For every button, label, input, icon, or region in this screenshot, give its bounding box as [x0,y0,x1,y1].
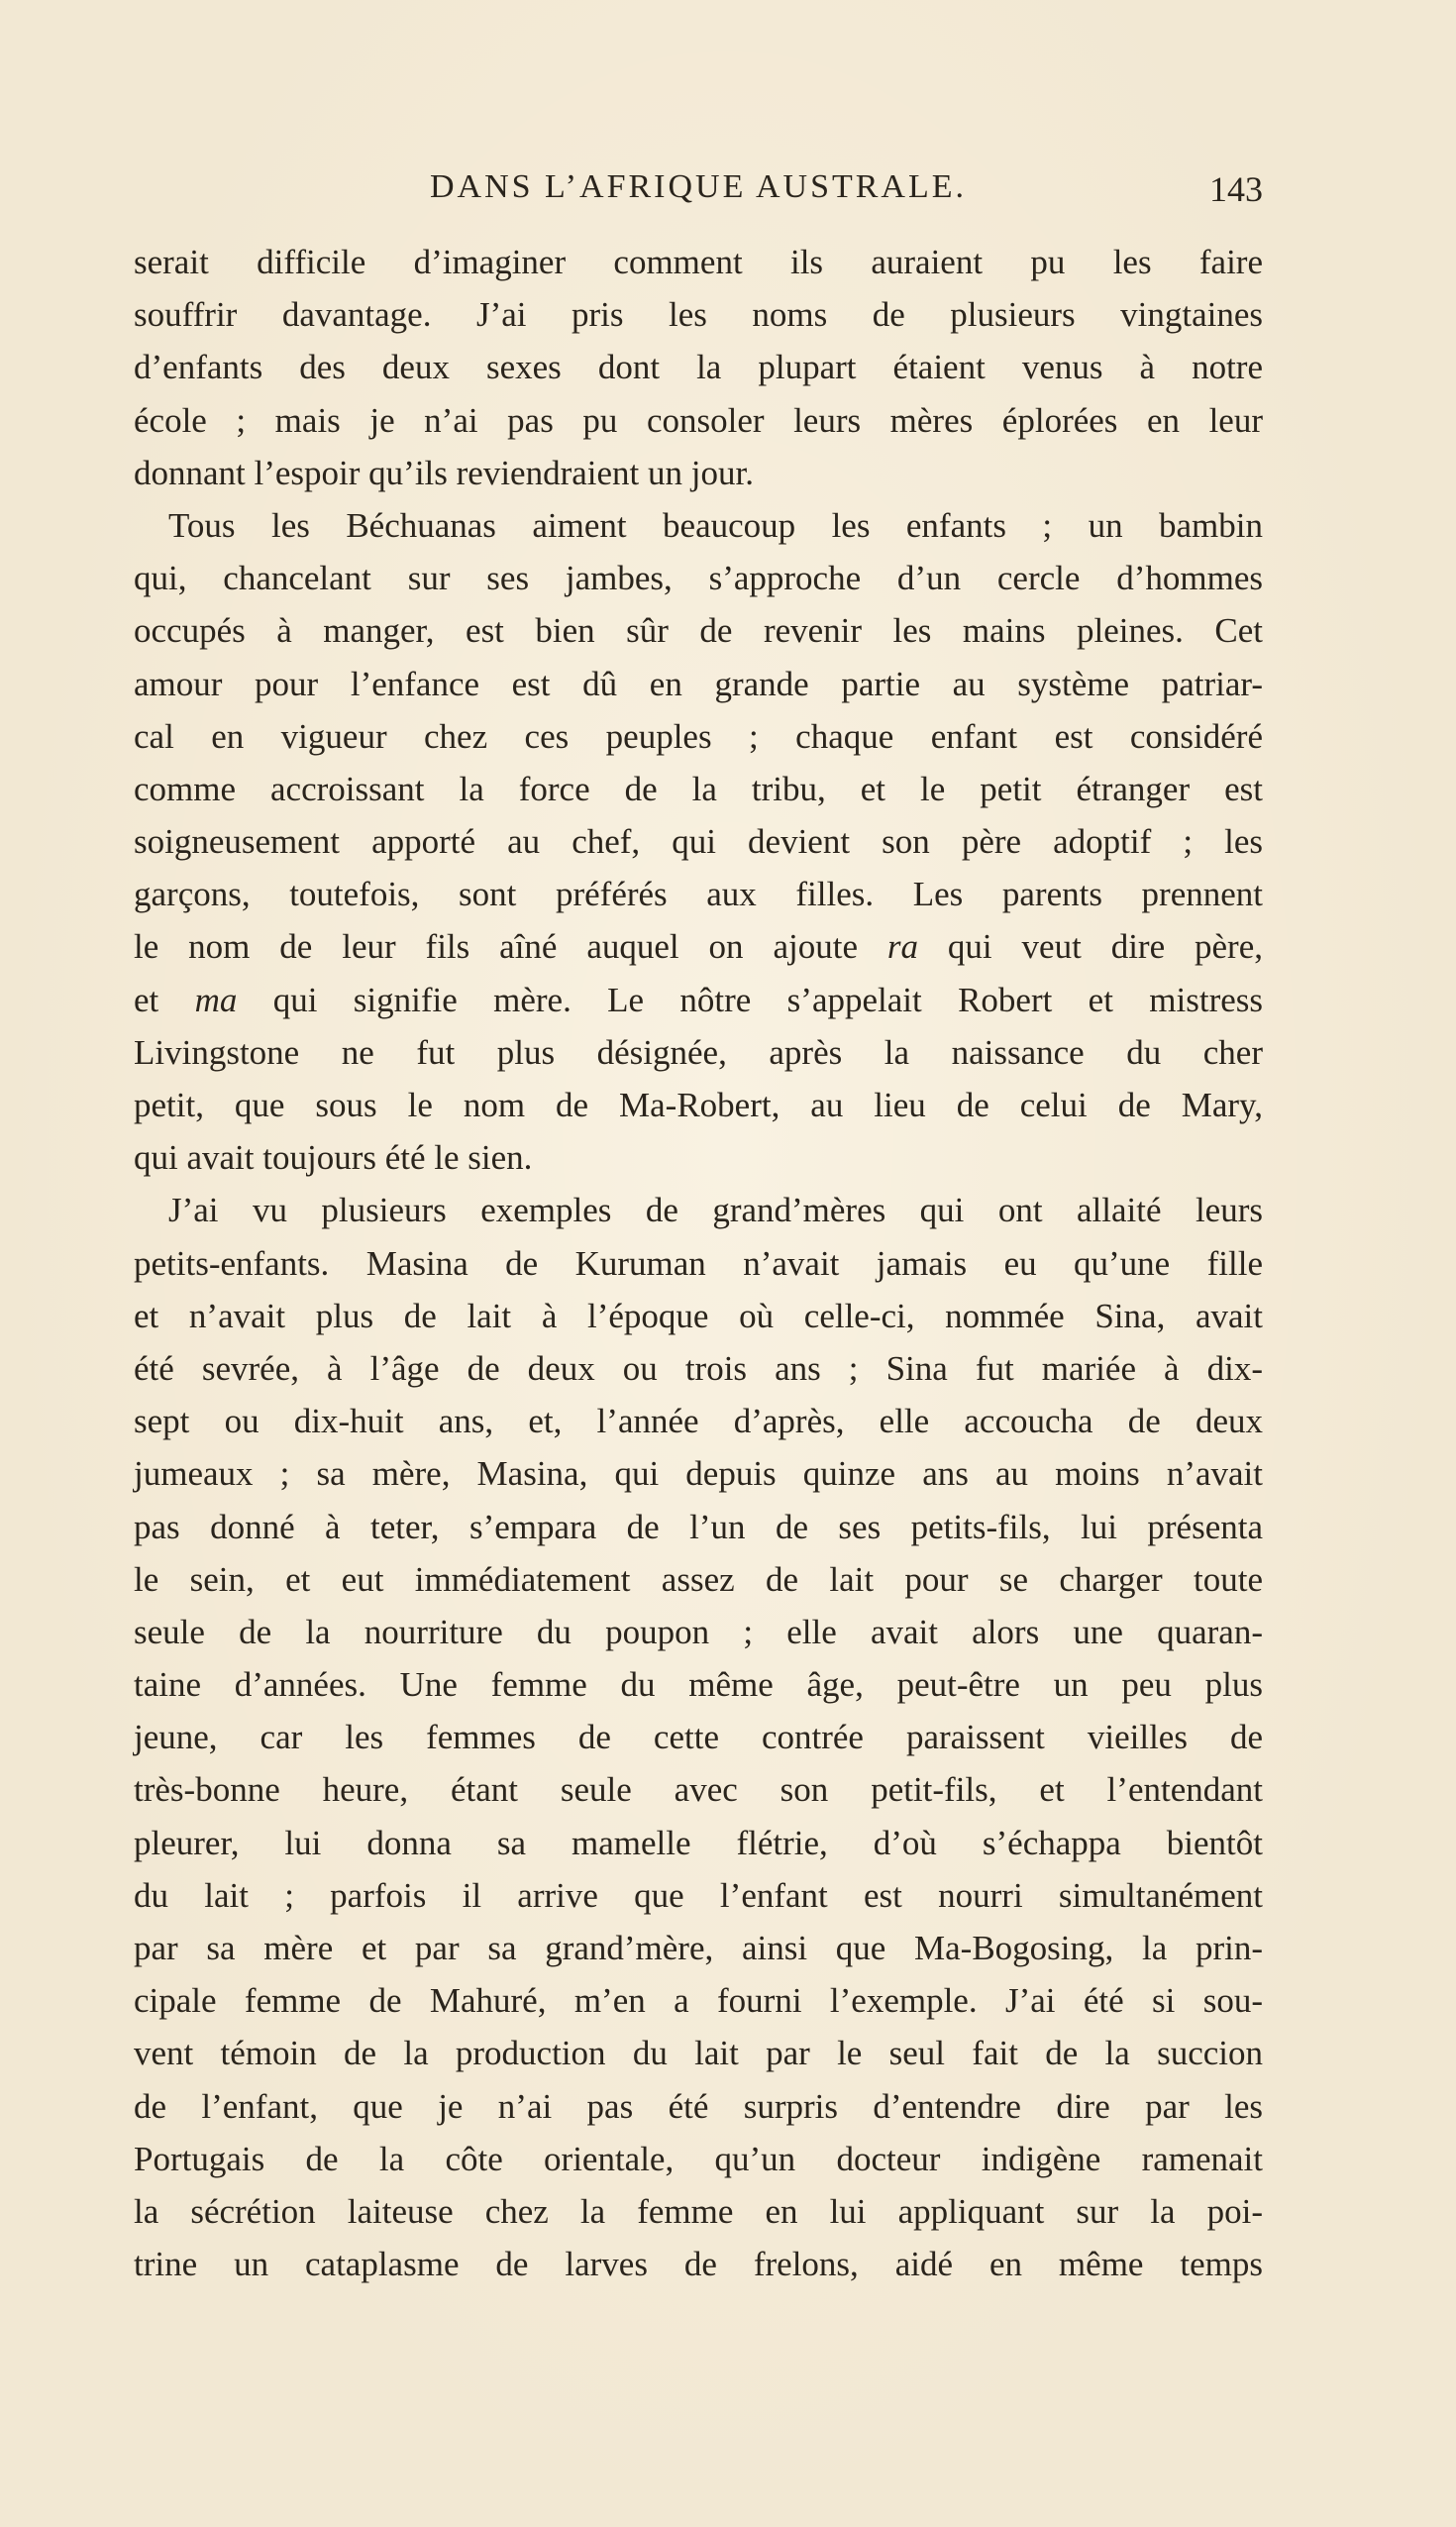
text-line: souffrir davantage. J’ai pris les noms de plusieurs vingtaines [134,295,1263,335]
text-segment: qui veut dire père, [947,927,1264,967]
text-line: qui, chancelant sur ses jambes, s’approche d’un cercle d’hommes [134,559,1263,598]
text-line: amour pour l’enfance est dû en grande partie au système patriar- [134,664,1263,703]
text-line: pleurer, lui donna sa mamelle flétrie, d’où s’échappa bientôt [134,1823,1263,1862]
text-line: très-bonne heure, étant seule avec son petit-fils, et l’entendant [134,1770,1263,1810]
text-line: vent témoin de la production du lait par le seul fait de la succion [134,2034,1263,2073]
text-line-mixed [134,920,1263,973]
text-line: Tous les Béchuanas aiment beaucoup les enfants ; un bambin [168,505,1263,545]
text-line: sept ou dix-huit ans, et, l’année d’après, elle accoucha de deux [134,1402,1263,1441]
text-line: de l’enfant, que je n’ai pas été surpris d’entendre dire par les [134,2086,1263,2126]
text-segment: le nom de leur fils aîné auquel on ajoute [134,927,858,967]
text-line: seule de la nourriture du poupon ; elle avait alors une quaran- [134,1612,1263,1651]
text-line: petit, que sous le nom de Ma-Robert, au lieu de celui de Mary, [134,1086,1263,1124]
text-segment: qui signifie mère. Le nôtre s’appelait Robert et mistress [272,980,1263,1019]
page-number: 143 [1209,169,1263,209]
text-line: par sa mère et par sa grand’mère, ainsi que Ma-Bogosing, la prin- [134,1929,1263,1967]
italic-word: ra [886,927,919,967]
text-line: été sevrée, à l’âge de deux ou trois ans ; Sina fut mariée à dix- [134,1348,1263,1388]
italic-word: ma [194,980,238,1019]
text-line: Livingstone ne fut plus désignée, après la naissance du cher [134,1032,1263,1072]
text-line: trine un cataplasme de larves de frelons, aidé en même temps [134,2245,1263,2284]
text-line: cal en vigueur chez ces peuples ; chaque enfant est considéré [134,716,1263,756]
text-segment: et [134,980,159,1019]
text-line: du lait ; parfois il arrive que l’enfant est nourri simultanément [134,1875,1263,1915]
text-line: garçons, toutefois, sont préférés aux filles. Les parents prennent [134,875,1263,914]
text-line-mixed [134,974,1263,1026]
text-line: donnant l’espoir qu’ils reviendraient un jour. [134,453,754,492]
text-line: J’ai vu plusieurs exemples de grand’mères qui ont allaité leurs [168,1191,1263,1230]
text-line: d’enfants des deux sexes dont la plupart étaient venus à notre [134,348,1263,387]
text-line: taine d’années. Une femme du même âge, peut-être un peu plus [134,1665,1263,1705]
text-line: la sécrétion laiteuse chez la femme en lui appliquant sur la poi- [134,2191,1263,2231]
text-line: petits-enfants. Masina de Kuruman n’avait jamais eu qu’une fille [134,1243,1263,1283]
text-line: pas donné à teter, s’empara de l’un de ses petits-fils, lui présenta [134,1507,1263,1546]
running-head [134,168,1263,218]
body-text [134,236,1263,2290]
text-line: soigneusement apporté au chef, qui devient son père adoptif ; les [134,822,1263,862]
text-line: jeune, car les femmes de cette contrée paraissent vieilles de [134,1718,1263,1757]
text-line: le sein, et eut immédiatement assez de lait pour se charger toute [134,1559,1263,1599]
text-line: comme accroissant la force de la tribu, et le petit étranger est [134,769,1263,808]
text-line: qui avait toujours été le sien. [134,1138,533,1178]
text-line: jumeaux ; sa mère, Masina, qui depuis quinze ans au moins n’avait [134,1454,1263,1494]
text-line: occupés à manger, est bien sûr de revenir les mains pleines. Cet [134,611,1263,651]
text-line: serait difficile d’imaginer comment ils auraient pu les faire [134,243,1263,281]
text-line: et n’avait plus de lait à l’époque où celle-ci, nommée Sina, avait [134,1296,1263,1335]
text-line: école ; mais je n’ai pas pu consoler leurs mères éplorées en leur [134,400,1263,440]
text-line: Portugais de la côte orientale, qu’un docteur indigène ramenait [134,2139,1263,2178]
running-title: DANS L’AFRIQUE AUSTRALE. [429,168,968,205]
text-line: cipale femme de Mahuré, m’en a fourni l’exemple. J’ai été si sou- [134,1981,1263,2021]
